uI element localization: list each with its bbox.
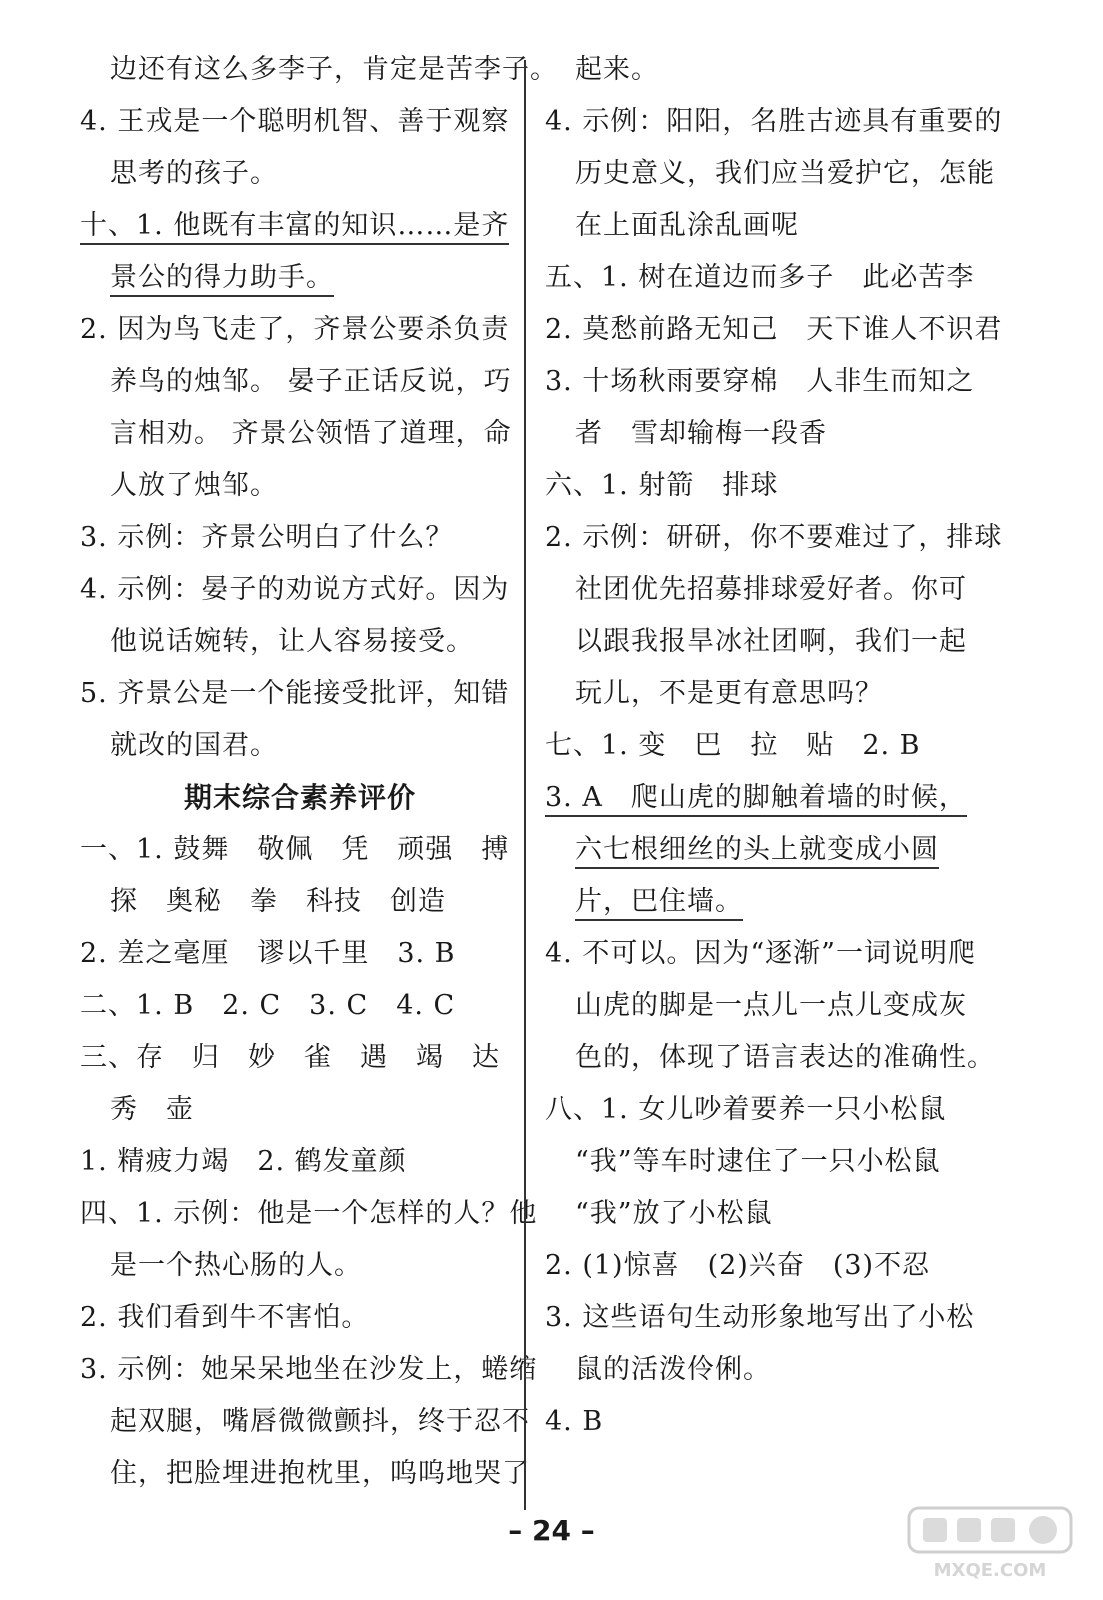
answer-line	[545, 928, 985, 980]
answer-text: 言相劝。 齐景公领悟了道理，命	[110, 418, 512, 449]
answer-text: 4. B	[545, 1406, 604, 1437]
watermark-logo-icon	[905, 1504, 1075, 1582]
answer-line	[545, 1396, 985, 1448]
answer-text: 五、1. 树在道边而多子 此必苦李	[545, 262, 975, 293]
answer-line	[545, 720, 985, 772]
answer-line	[545, 1084, 985, 1136]
answer-text: 养鸟的烛邹。 晏子正话反说，巧	[110, 366, 512, 397]
answer-text: 3. 示例：她呆呆地坐在沙发上，蜷缩	[80, 1354, 538, 1385]
answer-text: 就改的国君。	[110, 730, 278, 761]
column-divider	[524, 60, 526, 1510]
answer-text: 2. 莫愁前路无知己 天下谁人不识君	[545, 314, 1003, 345]
answer-line	[545, 252, 985, 304]
answer-line	[80, 1344, 538, 1396]
answer-text: 4. 示例：晏子的劝说方式好。因为	[80, 574, 510, 605]
answer-text: 2. 我们看到牛不害怕。	[80, 1302, 370, 1333]
answer-text: 者 雪却输梅一段香	[575, 418, 827, 449]
answer-line	[80, 408, 520, 460]
answer-line	[545, 1136, 985, 1188]
answer-text: 八、1. 女儿吵着要养一只小松鼠	[545, 1094, 947, 1125]
answer-text: 色的，体现了语言表达的准确性。	[575, 1042, 995, 1073]
answer-line	[80, 980, 520, 1032]
answer-text: 十、1. 他既有丰富的知识……是齐	[80, 210, 509, 245]
answer-line	[545, 1032, 995, 1084]
answer-text: 秀 壶	[110, 1094, 194, 1125]
answer-text: 4. 示例：阳阳，名胜古迹具有重要的	[545, 106, 1003, 137]
answer-line	[545, 616, 985, 668]
answer-line	[80, 564, 520, 616]
answer-line	[80, 96, 520, 148]
answer-text: 六七根细丝的头上就变成小圆	[575, 834, 939, 869]
answer-text: 四、1. 示例：他是一个怎样的人？他	[80, 1198, 538, 1229]
answer-line	[80, 1032, 520, 1084]
answer-text: 5. 齐景公是一个能接受批评，知错	[80, 678, 510, 709]
answer-line	[545, 512, 1003, 564]
answer-line	[80, 1188, 538, 1240]
answer-text: 社团优先招募排球爱好者。你可	[575, 574, 967, 605]
answer-line	[545, 1188, 985, 1240]
answer-line	[80, 876, 520, 928]
answer-text: 4. 王戎是一个聪明机智、善于观察	[80, 106, 510, 137]
answer-line	[80, 824, 520, 876]
answer-line	[80, 356, 520, 408]
answer-line	[545, 148, 995, 200]
answer-text: 2. (1)惊喜 (2)兴奋 (3)不忍	[545, 1250, 931, 1281]
answer-text: 边还有这么多李子，肯定是苦李子。	[110, 54, 558, 85]
answer-text: 人放了烛邹。	[110, 470, 278, 501]
answer-text: 2. 差之毫厘 谬以千里 3. B	[80, 938, 456, 969]
answer-line	[80, 1448, 530, 1500]
answer-line	[80, 304, 520, 356]
answer-text: 3. 这些语句生动形象地写出了小松	[545, 1302, 975, 1333]
answer-text: 3. A 爬山虎的脚触着墙的时候，	[545, 782, 967, 817]
answer-text: 一、1. 鼓舞 敬佩 凭 顽强 搏	[80, 834, 510, 865]
answer-line	[80, 668, 520, 720]
answer-text: 六、1. 射箭 排球	[545, 470, 779, 501]
answer-text: 起双腿，嘴唇微微颤抖，终于忍不	[110, 1406, 530, 1437]
answer-line	[80, 1396, 530, 1448]
answer-text: 三、存 归 妙 雀 遇 竭 达	[80, 1042, 500, 1073]
left-column	[80, 44, 558, 1500]
section-heading	[80, 772, 520, 824]
answer-line	[545, 356, 985, 408]
answer-line	[545, 460, 985, 512]
answer-line	[545, 1344, 985, 1396]
answer-line	[80, 252, 520, 304]
answer-line	[80, 460, 520, 512]
answer-text: 思考的孩子。	[110, 158, 278, 189]
answer-line	[545, 200, 985, 252]
answer-line	[545, 408, 985, 460]
answer-text: 3. 示例：齐景公明白了什么？	[80, 522, 454, 553]
answer-text: 1. 精疲力竭 2. 鹤发童颜	[80, 1146, 407, 1177]
answer-text: 期末综合素养评价	[183, 781, 416, 814]
answer-text: 4. 不可以。因为“逐渐”一词说明爬	[545, 938, 976, 969]
answer-text: 鼠的活泼伶俐。	[575, 1354, 771, 1385]
answer-text: 景公的得力助手。	[110, 262, 334, 297]
answer-text: “我”等车时逮住了一只小松鼠	[575, 1146, 941, 1177]
answer-line	[80, 1292, 520, 1344]
answer-line	[545, 824, 985, 876]
answer-line	[80, 512, 520, 564]
answer-text: 以跟我报旱冰社团啊，我们一起	[575, 626, 967, 657]
answer-text: 是一个热心肠的人。	[110, 1250, 362, 1281]
answer-line	[545, 1292, 985, 1344]
page-number: – 24 –	[508, 1514, 595, 1547]
answer-text: 在上面乱涂乱画呢	[575, 210, 799, 241]
watermark-text: MXQE.COM	[933, 1560, 1047, 1581]
answer-line	[80, 1240, 520, 1292]
answer-text: “我”放了小松鼠	[575, 1198, 773, 1229]
answer-text: 二、1. B 2. C 3. C 4. C	[80, 990, 456, 1021]
answer-line	[545, 564, 985, 616]
answer-line	[545, 304, 1003, 356]
answer-line	[545, 876, 985, 928]
answer-line	[545, 772, 985, 824]
answer-line	[80, 1136, 520, 1188]
answer-text: 住，把脸埋进抱枕里，呜呜地哭了	[110, 1458, 530, 1489]
answer-text: 片，巴住墙。	[575, 886, 743, 921]
answer-text: 2. 示例：研研，你不要难过了，排球	[545, 522, 1003, 553]
answer-line	[80, 44, 558, 96]
answer-line	[80, 1084, 520, 1136]
answer-line	[80, 928, 520, 980]
answer-text: 2. 因为鸟飞走了，齐景公要杀负责	[80, 314, 510, 345]
answer-text: 起来。	[575, 54, 659, 85]
answer-text: 探 奥秘 拳 科技 创造	[110, 886, 446, 917]
answer-line	[545, 980, 985, 1032]
answer-text: 玩儿，不是更有意思吗？	[575, 678, 883, 709]
answer-line	[545, 1240, 985, 1292]
answer-text: 山虎的脚是一点儿一点儿变成灰	[575, 990, 967, 1021]
answer-text: 七、1. 变 巴 拉 贴 2. B	[545, 730, 921, 761]
answer-line	[545, 44, 985, 96]
answer-line	[80, 200, 520, 252]
answer-line	[545, 96, 1003, 148]
answer-text: 他说话婉转，让人容易接受。	[110, 626, 474, 657]
answer-line	[80, 720, 520, 772]
answer-text: 历史意义，我们应当爱护它，怎能	[575, 158, 995, 189]
right-column	[545, 44, 1003, 1448]
answer-text: 3. 十场秋雨要穿棉 人非生而知之	[545, 366, 975, 397]
answer-line	[80, 616, 520, 668]
answer-line	[545, 668, 985, 720]
answer-line	[80, 148, 520, 200]
